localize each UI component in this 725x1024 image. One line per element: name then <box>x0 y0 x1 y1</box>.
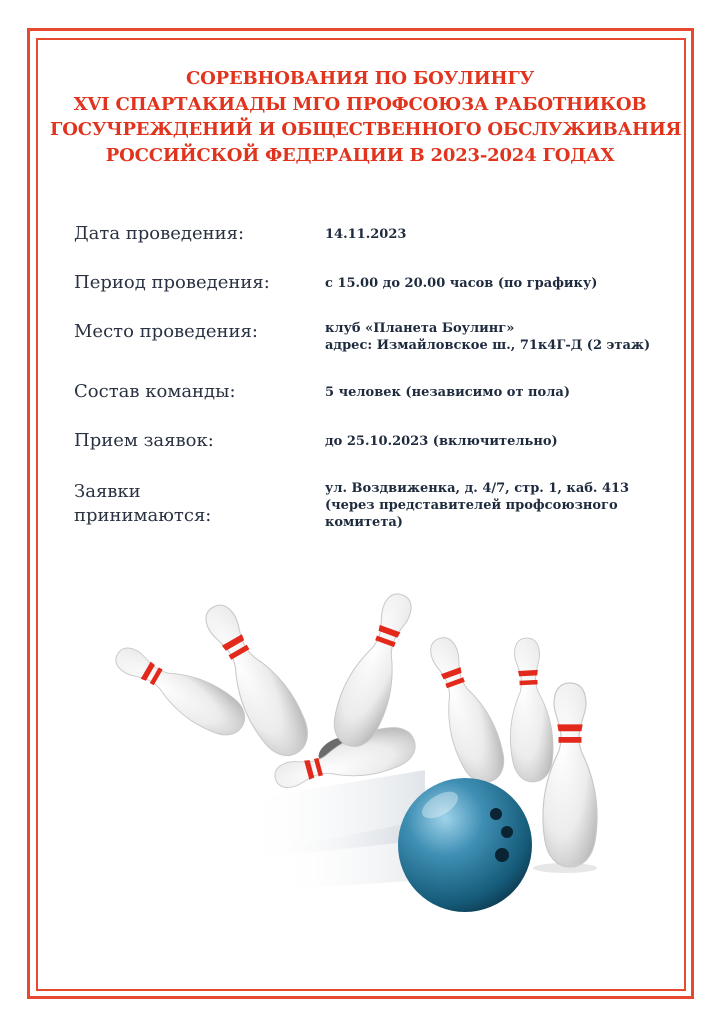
info-value-venue <box>325 320 655 354</box>
venue-club: клуб «Планета Боулинг» <box>325 321 515 336</box>
venue-address: адрес: Измайловское ш., 71к4Г-Д (2 этаж) <box>325 338 651 353</box>
motion-blur <box>245 770 425 890</box>
tilted-pin-left <box>192 595 356 768</box>
info-value-team: 5 человек (независимо от пола) <box>325 385 570 400</box>
submission-note-2: комитета) <box>325 515 403 530</box>
info-value-applications: до 25.10.2023 (включительно) <box>325 434 558 449</box>
pin-back-1 <box>326 587 425 753</box>
bowling-pins-and-ball-icon <box>95 560 655 950</box>
submission-address: ул. Воздвиженка, д. 4/7, стр. 1, каб. 413 <box>325 481 630 496</box>
info-label-team: Состав команды: <box>74 381 236 402</box>
info-value-submission <box>325 480 655 531</box>
bowling-ball-icon <box>398 778 532 912</box>
title-line-1: СОРЕВНОВАНИЯ ПО БОУЛИНГУ <box>186 68 534 89</box>
info-label-submission <box>74 480 314 528</box>
title-line-3: ГОСУЧРЕЖДЕНИЙ И ОБЩЕСТВЕННОГО ОБСЛУЖИВАНИЯ <box>50 119 682 140</box>
pin-front-right <box>543 683 597 867</box>
document-title <box>50 66 682 168</box>
title-line-4: РОССИЙСКОЙ ФЕДЕРАЦИИ В 2023-2024 ГОДАХ <box>105 144 615 166</box>
info-label-applications: Прием заявок: <box>74 430 214 451</box>
info-value-period: с 15.00 до 20.00 часов (по графику) <box>325 276 598 291</box>
title-line-2: XVI СПАРТАКИАДЫ МГО ПРОФСОЮЗА РАБОТНИКОВ <box>73 93 647 115</box>
info-value-date: 14.11.2023 <box>325 227 407 242</box>
info-label-date: Дата проведения: <box>74 223 245 244</box>
info-label-venue: Место проведения: <box>74 321 258 342</box>
pin-back-2 <box>418 631 512 789</box>
submission-label-line-2: принимаются: <box>74 505 212 526</box>
submission-label-line-1: Заявки <box>74 481 141 502</box>
submission-note-1: (через представителей профсоюзного <box>325 498 618 513</box>
pin-back-3 <box>505 637 555 783</box>
info-label-period: Период проведения: <box>74 272 270 293</box>
